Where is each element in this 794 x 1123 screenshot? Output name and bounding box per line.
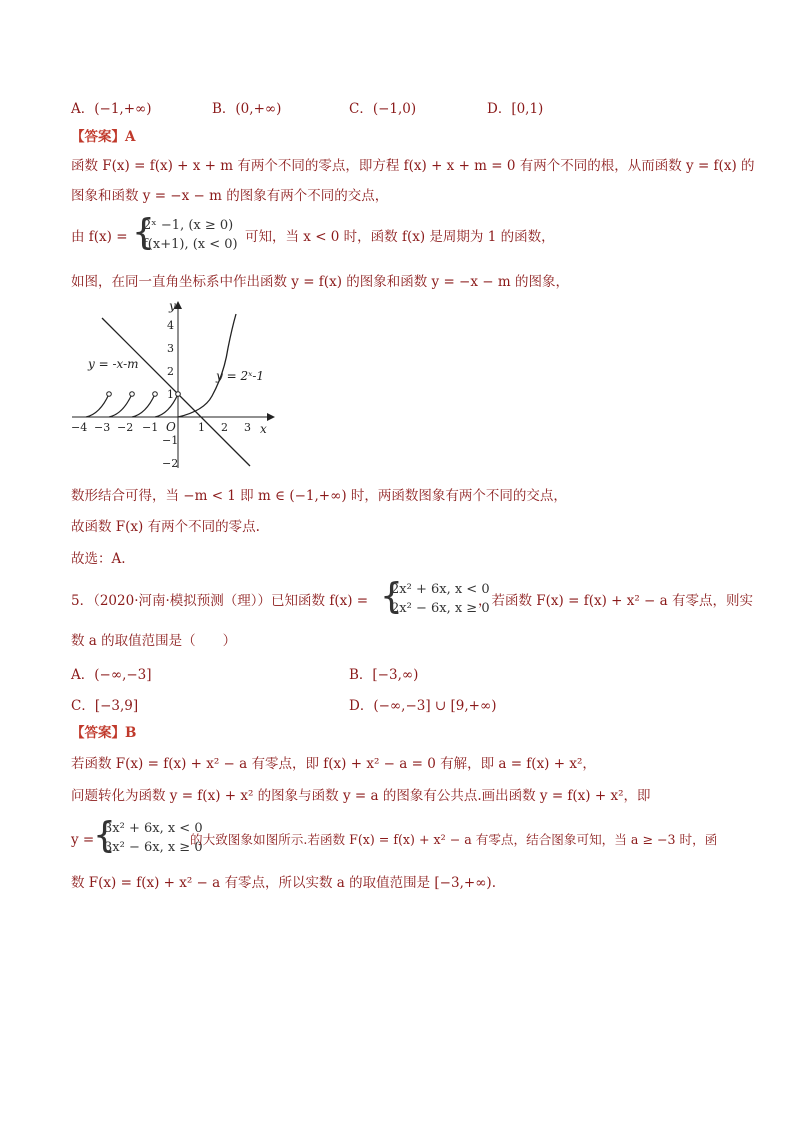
x-tick: 2 — [221, 421, 228, 434]
brace-1: { — [132, 212, 155, 253]
piecewise-2 — [391, 580, 490, 618]
q5-line2: 数 a 的取值范围是（ ） — [71, 633, 237, 649]
answer-label-1: 【答案】A — [71, 129, 136, 145]
q5-option-a: A．(−∞,−3] — [71, 667, 152, 683]
label-line: y = -x-m — [88, 357, 139, 371]
solution2-line3-pre: y = — [71, 832, 95, 848]
piecewise-2-case2: 2x² − 6x, x ≥ 0 — [391, 601, 490, 616]
periodic-arc-3 — [132, 394, 155, 417]
solution1-line3-pre: 由 f(x) = — [71, 229, 128, 245]
option-d: D．[0,1) — [487, 101, 544, 117]
option-c: C．(−1,0) — [349, 101, 417, 117]
piecewise-3-case1: 3x² + 6x, x < 0 — [104, 821, 203, 836]
q5-option-b: B．[−3,∞) — [349, 667, 419, 683]
solution1-line2: 图象和函数 y = −x − m 的图象有两个不同的交点， — [71, 188, 389, 204]
open-point-1 — [107, 392, 112, 397]
q5-option-d: D．(−∞,−3] ∪ [9,+∞) — [349, 698, 497, 714]
y-tick: 4 — [167, 319, 174, 332]
option-b: B．(0,+∞) — [212, 101, 282, 117]
solution1-line7: 故选：A. — [71, 551, 126, 567]
periodic-arc-1 — [86, 394, 109, 417]
brace-2: { — [380, 576, 403, 617]
y-tick: −2 — [162, 457, 179, 470]
y-axis-label: y — [169, 299, 176, 313]
x-tick: −4 — [71, 421, 88, 434]
piecewise-3-case2: 3x² − 6x, x ≥ 0 — [104, 840, 203, 855]
solution2-line3-post: 的大致图象如图所示.若函数 F(x) = f(x) + x² − a 有零点，结合图象可知，当 a ≥ −3 时，函 — [190, 832, 718, 847]
option-a: A．(−1,+∞) — [71, 101, 152, 117]
exp-curve — [178, 314, 236, 417]
solution1-line6: 故函数 F(x) 有两个不同的零点. — [71, 519, 260, 535]
answer-label-2: 【答案】B — [71, 725, 137, 741]
piecewise-1-case2: f(x+1), (x < 0) — [143, 237, 238, 252]
y-tick: 2 — [167, 365, 174, 378]
y-tick: −1 — [162, 434, 179, 447]
x-tick: 3 — [244, 421, 251, 434]
piecewise-3 — [104, 819, 203, 857]
x-tick: −3 — [94, 421, 111, 434]
x-tick: −2 — [117, 421, 134, 434]
q5-option-c: C．[−3,9] — [71, 698, 139, 714]
y-tick: 1 — [167, 388, 174, 401]
solution2-line2: 问题转化为函数 y = f(x) + x² 的图象与函数 y = a 的图象有公共点.画出函数 y = f(x) + x²，即 — [71, 788, 651, 804]
solution2-line1: 若函数 F(x) = f(x) + x² − a 有零点，即 f(x) + x² − a = 0 有解，即 a = f(x) + x²， — [71, 756, 596, 772]
piecewise-2-case1: 2x² + 6x, x < 0 — [391, 582, 490, 597]
brace-3: { — [93, 815, 116, 856]
function-graph — [66, 296, 286, 476]
y-tick: 3 — [167, 342, 174, 355]
q5-line1-pre: 5．（2020·河南·模拟预测（理））已知函数 f(x) = — [71, 593, 369, 609]
x-axis-label: x — [260, 422, 267, 436]
q5-line1-post: ，若函数 F(x) = f(x) + x² − a 有零点，则实 — [478, 593, 753, 609]
solution1-line5: 数形结合可得，当 −m < 1 即 m ∈ (−1,+∞) 时，两函数图象有两个不同的交点， — [71, 488, 567, 504]
open-point-4 — [176, 392, 181, 397]
origin-label: O — [166, 420, 176, 434]
solution1-line3-post: 可知，当 x < 0 时，函数 f(x) 是周期为 1 的函数， — [245, 229, 555, 245]
piecewise-1 — [143, 216, 238, 254]
x-tick: −1 — [142, 421, 159, 434]
solution1-line1: 函数 F(x) = f(x) + x + m 有两个不同的零点，即方程 f(x) + x + m = 0 有两个不同的根，从而函数 y = f(x) 的 — [71, 158, 755, 174]
label-exp: y = 2ˣ-1 — [216, 369, 265, 383]
open-point-2 — [130, 392, 135, 397]
periodic-arc-2 — [109, 394, 132, 417]
solution2-line4: 数 F(x) = f(x) + x² − a 有零点，所以实数 a 的取值范围是 [−3,+∞). — [71, 875, 496, 891]
solution1-line4: 如图，在同一直角坐标系中作出函数 y = f(x) 的图象和函数 y = −x − m 的图象， — [71, 274, 569, 290]
x-tick: 1 — [198, 421, 205, 434]
piecewise-1-case1: 2ˣ −1, (x ≥ 0) — [143, 218, 234, 233]
open-point-3 — [153, 392, 158, 397]
